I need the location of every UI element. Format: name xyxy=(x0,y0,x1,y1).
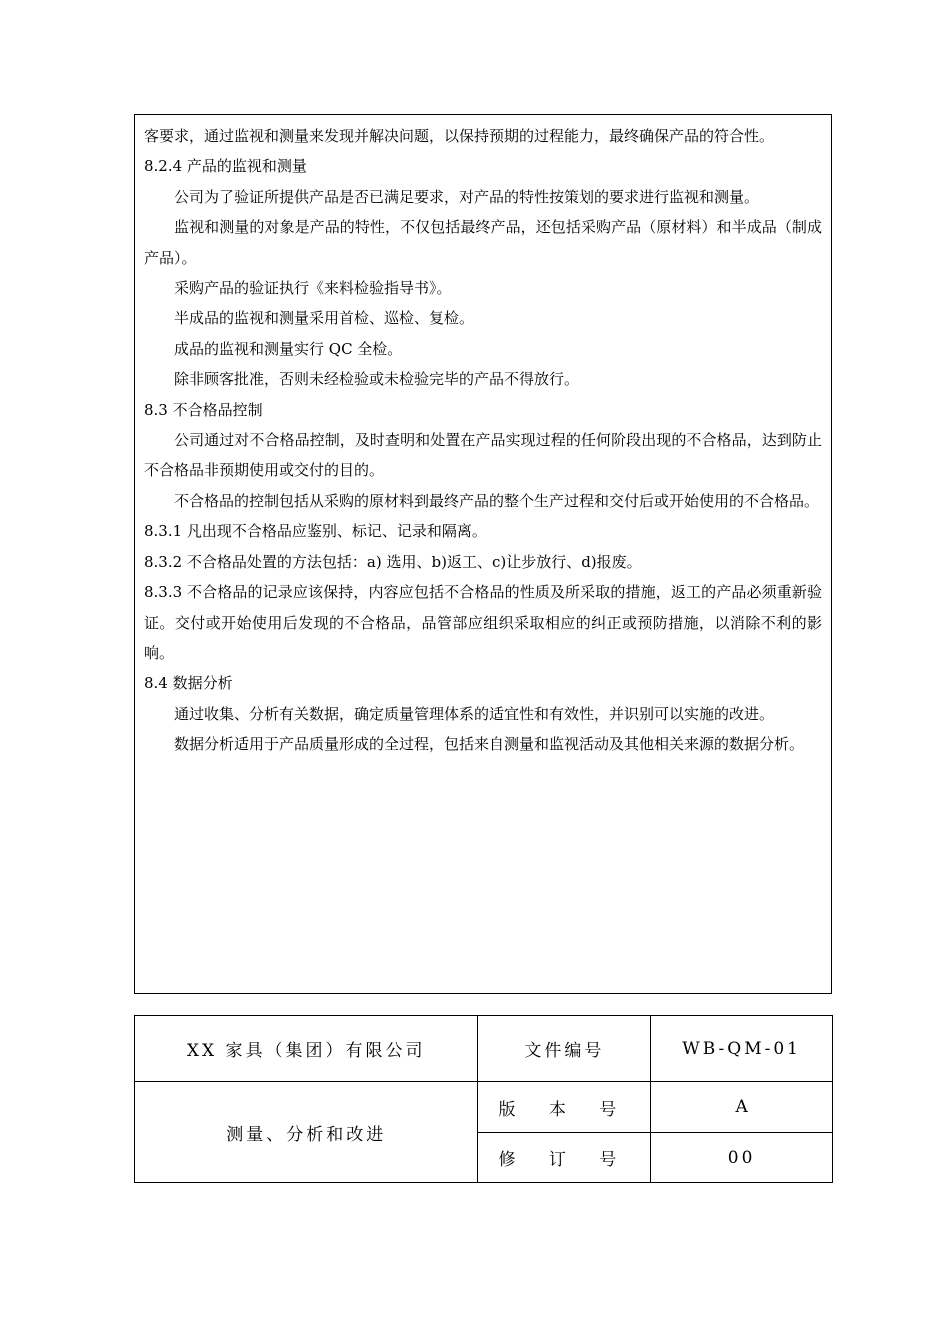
doc-number-value: WB-QM-01 xyxy=(651,1016,833,1082)
paragraph: 半成品的监视和测量采用首检、巡检、复检。 xyxy=(174,309,475,328)
paragraph: 数据分析适用于产品质量形成的全过程，包括来自测量和监视活动及其他相关来源的数据分析。 xyxy=(174,735,805,754)
section-heading: 8.2.4 产品的监视和测量 xyxy=(144,157,307,176)
paragraph: 成品的监视和测量实行 QC 全检。 xyxy=(174,339,403,358)
clause-item: 8.3.1 凡出现不合格品应鉴别、标记、记录和隔离。 xyxy=(144,522,487,541)
section-heading: 8.4 数据分析 xyxy=(144,674,233,693)
clause-item: 8.3.2 不合格品处置的方法包括：a) 选用、b)返工、c)让步放行、d)报废。 xyxy=(144,552,642,571)
company-name: XX 家具（集团）有限公司 xyxy=(135,1016,478,1082)
paragraph: 采购产品的验证执行《来料检验指导书》。 xyxy=(174,279,452,298)
section-heading: 8.3 不合格品控制 xyxy=(144,400,263,419)
version-label: 版 本 号 xyxy=(478,1082,651,1133)
section-title: 测量、分析和改进 xyxy=(135,1082,478,1183)
paragraph: 监视和测量的对象是产品的特性，不仅包括最终产品，还包括采购产品（原材料）和半成品（制成产品）。 xyxy=(144,218,822,267)
paragraph: 客要求，通过监视和测量来发现并解决问题，以保持预期的过程能力，最终确保产品的符合性。 xyxy=(144,127,775,145)
paragraph: 公司为了验证所提供产品是否已满足要求，对产品的特性按策划的要求进行监视和测量。 xyxy=(174,187,760,206)
doc-number-label: 文件编号 xyxy=(478,1016,651,1082)
version-value: A xyxy=(651,1082,833,1133)
document-body xyxy=(134,114,832,994)
paragraph: 除非顾客批准，否则未经检验或未检验完毕的产品不得放行。 xyxy=(174,370,580,389)
document-control-table xyxy=(134,1015,833,1183)
revision-label: 修 订 号 xyxy=(478,1133,651,1183)
paragraph: 公司通过对不合格品控制，及时查明和处置在产品实现过程的任何阶段出现的不合格品，达到防止不合格品非预期使用或交付的目的。 xyxy=(144,431,822,480)
clause-item: 8.3.3 不合格品的记录应该保持，内容应包括不合格品的性质及所采取的措施，返工的产品必须重新验证。交付或开始使用后发现的不合格品，品管部应组织采取相应的纠正或预防措施，以消除不利的影响。 xyxy=(144,583,822,662)
paragraph: 不合格品的控制包括从采购的原材料到最终产品的整个生产过程和交付后或开始使用的不合格品。 xyxy=(174,491,820,510)
revision-value: 00 xyxy=(651,1133,833,1183)
paragraph: 通过收集、分析有关数据，确定质量管理体系的适宜性和有效性，并识别可以实施的改进。 xyxy=(174,704,775,723)
